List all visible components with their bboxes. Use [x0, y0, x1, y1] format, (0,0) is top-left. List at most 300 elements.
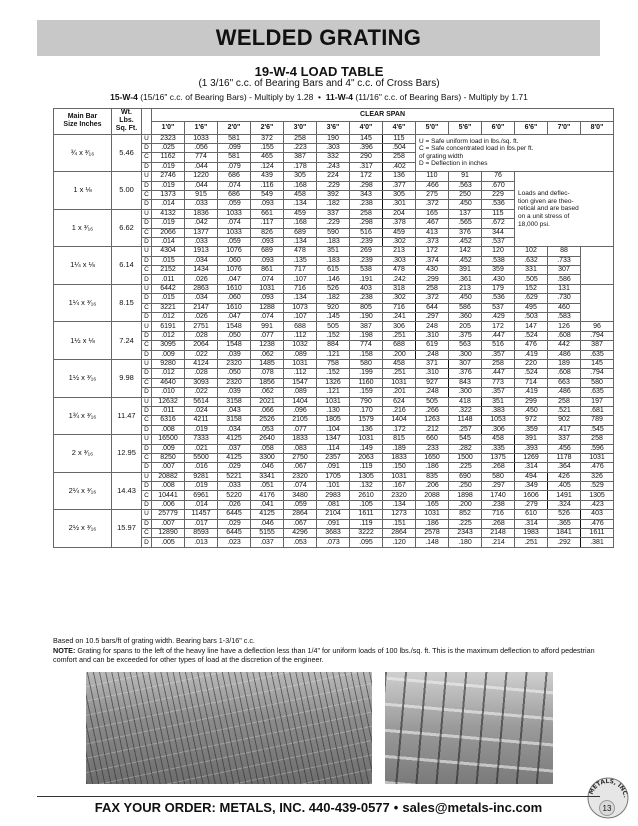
- load-value: .349: [515, 482, 548, 491]
- load-value: .074: [251, 313, 284, 322]
- bar-size: 1 x ³⁄₁₆: [54, 209, 112, 247]
- main-bar-label: Main Bar: [67, 113, 98, 121]
- load-value: 516: [482, 341, 515, 350]
- load-value: 4296: [284, 529, 317, 538]
- load-value: .009: [152, 444, 185, 453]
- load-type-label: C: [142, 303, 152, 312]
- empty-cell: [581, 284, 614, 322]
- bar-size: 1¼ x ⅛: [54, 247, 112, 285]
- load-value: .017: [185, 519, 218, 528]
- load-value: 179: [482, 284, 515, 293]
- load-value: 915: [185, 190, 218, 199]
- bar-weight: 6.14: [112, 247, 142, 285]
- load-value: .200: [449, 500, 482, 509]
- load-value: .505: [515, 275, 548, 284]
- load-value: 413: [416, 228, 449, 237]
- load-value: .029: [218, 463, 251, 472]
- bar-weight: 5.46: [112, 134, 142, 172]
- load-value: 1983: [515, 529, 548, 538]
- load-value: 774: [185, 153, 218, 162]
- load-type-label: D: [142, 425, 152, 434]
- load-value: .396: [350, 144, 383, 153]
- load-value: .251: [383, 369, 416, 378]
- load-value: .733: [548, 256, 581, 265]
- load-value: .268: [482, 519, 515, 528]
- load-value: .152: [317, 331, 350, 340]
- span-header: 4'0": [350, 121, 383, 134]
- load-value: .028: [185, 369, 218, 378]
- load-value: .376: [449, 369, 482, 378]
- load-type-label: C: [142, 529, 152, 538]
- load-value: 3683: [317, 529, 350, 538]
- load-value: 1805: [317, 416, 350, 425]
- span-header: 6'0": [482, 121, 515, 134]
- load-value: 505: [317, 322, 350, 331]
- load-value: 387: [350, 322, 383, 331]
- load-value: .112: [284, 331, 317, 340]
- load-value: .019: [152, 162, 185, 171]
- load-value: .041: [251, 500, 284, 509]
- load-value: .242: [383, 275, 416, 284]
- load-value: 391: [449, 266, 482, 275]
- load-value: .282: [449, 444, 482, 453]
- load-value: .116: [251, 181, 284, 190]
- load-value: 538: [350, 266, 383, 275]
- load-value: .074: [218, 219, 251, 228]
- load-type-label: D: [142, 500, 152, 509]
- load-value: .529: [581, 482, 614, 491]
- load-value: .359: [515, 425, 548, 434]
- load-value: 2863: [185, 284, 218, 293]
- load-value: .476: [581, 463, 614, 472]
- load-value: 2148: [482, 529, 515, 538]
- load-value: .357: [482, 350, 515, 359]
- load-value: .322: [449, 406, 482, 415]
- load-value: .538: [482, 256, 515, 265]
- load-value: .016: [185, 463, 218, 472]
- load-value: .248: [416, 388, 449, 397]
- load-value: .121: [317, 350, 350, 359]
- load-value: 689: [284, 228, 317, 237]
- legend-cell: [416, 134, 614, 172]
- load-type-label: U: [142, 472, 152, 481]
- footer-bar: [37, 796, 600, 818]
- load-value: 1913: [185, 247, 218, 256]
- load-value: 213: [383, 247, 416, 256]
- load-type-label: D: [142, 181, 152, 190]
- load-value: 1404: [383, 416, 416, 425]
- load-value: 275: [416, 190, 449, 199]
- bar-weight: 12.95: [112, 435, 142, 473]
- load-value: 1073: [284, 303, 317, 312]
- load-value: 1305: [350, 472, 383, 481]
- load-value: .158: [350, 350, 383, 359]
- load-value: 2610: [350, 491, 383, 500]
- load-value: 459: [383, 228, 416, 237]
- load-value: .191: [350, 275, 383, 284]
- load-value: .430: [482, 275, 515, 284]
- load-value: 343: [350, 190, 383, 199]
- load-value: 835: [416, 472, 449, 481]
- load-value: 505: [416, 397, 449, 406]
- load-value: 644: [416, 303, 449, 312]
- load-value: 110: [416, 172, 449, 181]
- load-value: .251: [515, 538, 548, 547]
- load-value: 815: [383, 435, 416, 444]
- load-value: 688: [383, 341, 416, 350]
- bar-size: ¾ x ³⁄₁₆: [54, 134, 112, 172]
- deflection-line: 18,000 psi.: [518, 220, 550, 228]
- multiplier-b-text: (11/16" c.c. of Bearing Bars) - Multiply by 1.71: [355, 92, 528, 102]
- load-value: .377: [383, 181, 416, 190]
- load-value: 391: [515, 435, 548, 444]
- load-value: .364: [548, 463, 581, 472]
- load-value: 2147: [185, 303, 218, 312]
- load-value: 826: [251, 228, 284, 237]
- load-value: .121: [317, 388, 350, 397]
- load-value: .037: [218, 444, 251, 453]
- load-value: .302: [383, 237, 416, 246]
- load-value: .022: [185, 350, 218, 359]
- load-value: .241: [383, 313, 416, 322]
- basis-note: Based on 10.5 bars/ft of grating width. Bearing bars 1-3/16" c.c.: [53, 636, 255, 645]
- load-value: 305: [284, 172, 317, 181]
- load-value: 430: [416, 266, 449, 275]
- load-value: .023: [218, 538, 251, 547]
- load-value: .066: [251, 406, 284, 415]
- load-value: 147: [515, 322, 548, 331]
- load-value: 1740: [482, 491, 515, 500]
- load-value: .450: [449, 200, 482, 209]
- load-value: .730: [548, 294, 581, 303]
- load-value: .091: [317, 463, 350, 472]
- load-value: .476: [581, 519, 614, 528]
- table-row: [54, 472, 614, 481]
- load-value: 1856: [251, 378, 284, 387]
- load-type-label: C: [142, 153, 152, 162]
- load-type-label: D: [142, 444, 152, 453]
- load-value: 137: [449, 209, 482, 218]
- load-value: .013: [185, 538, 218, 547]
- load-value: 258: [350, 209, 383, 218]
- load-value: 478: [284, 247, 317, 256]
- load-value: 843: [449, 378, 482, 387]
- load-value: 494: [515, 472, 548, 481]
- load-value: 165: [416, 209, 449, 218]
- load-value: .299: [416, 275, 449, 284]
- load-value: .298: [350, 181, 383, 190]
- load-value: .019: [152, 181, 185, 190]
- page-title: WELDED GRATING: [215, 25, 422, 50]
- span-header: 1'6": [185, 121, 218, 134]
- load-value: .239: [350, 237, 383, 246]
- load-value: .372: [416, 294, 449, 303]
- load-value: .238: [350, 200, 383, 209]
- bar-weight: 9.98: [112, 359, 142, 397]
- load-value: .300: [449, 350, 482, 359]
- load-value: 4176: [251, 491, 284, 500]
- load-type-label: D: [142, 463, 152, 472]
- load-value: 458: [383, 359, 416, 368]
- load-value: .119: [350, 519, 383, 528]
- load-value: 586: [449, 303, 482, 312]
- load-value: 1033: [185, 134, 218, 143]
- load-value: 2526: [251, 416, 284, 425]
- load-value: 690: [449, 472, 482, 481]
- load-value: 392: [317, 190, 350, 199]
- span-header: 2'6": [251, 121, 284, 134]
- load-value: .059: [218, 237, 251, 246]
- load-value: 526: [317, 284, 350, 293]
- load-value: 403: [350, 284, 383, 293]
- load-value: .073: [317, 538, 350, 547]
- load-value: .134: [284, 237, 317, 246]
- load-value: 142: [449, 247, 482, 256]
- load-value: 1238: [251, 341, 284, 350]
- load-value: 2323: [152, 134, 185, 143]
- load-value: 305: [383, 190, 416, 199]
- load-value: .168: [284, 219, 317, 228]
- load-value: 197: [581, 397, 614, 406]
- load-value: 189: [548, 359, 581, 368]
- load-value: 205: [449, 322, 482, 331]
- span-header: 2'0": [218, 121, 251, 134]
- load-value: .608: [548, 331, 581, 340]
- load-value: .025: [152, 144, 185, 153]
- load-value: 4125: [218, 435, 251, 444]
- load-value: 2746: [152, 172, 185, 181]
- load-value: 115: [482, 209, 515, 218]
- load-value: .149: [350, 444, 383, 453]
- load-type-label: U: [142, 209, 152, 218]
- load-value: .419: [515, 350, 548, 359]
- load-value: 972: [515, 416, 548, 425]
- load-value: 476: [515, 341, 548, 350]
- load-value: 6445: [218, 529, 251, 538]
- load-value: .361: [449, 275, 482, 284]
- load-value: .565: [449, 219, 482, 228]
- load-value: .417: [548, 425, 581, 434]
- load-value: 131: [548, 284, 581, 293]
- load-value: 1288: [251, 303, 284, 312]
- load-type-label: D: [142, 482, 152, 491]
- load-value: 11457: [185, 510, 218, 519]
- load-value: 619: [416, 341, 449, 350]
- load-value: 1031: [317, 397, 350, 406]
- load-value: 458: [482, 435, 515, 444]
- load-value: .015: [152, 294, 185, 303]
- load-value: 1263: [416, 416, 449, 425]
- load-value: 624: [383, 397, 416, 406]
- load-value: .062: [251, 388, 284, 397]
- load-value: .046: [251, 519, 284, 528]
- load-value: .317: [350, 162, 383, 171]
- load-value: .050: [218, 369, 251, 378]
- load-value: 96: [581, 322, 614, 331]
- load-value: .047: [218, 275, 251, 284]
- load-value: .200: [383, 350, 416, 359]
- load-value: .170: [350, 406, 383, 415]
- load-value: .402: [383, 162, 416, 171]
- load-value: .223: [284, 144, 317, 153]
- load-value: .152: [317, 369, 350, 378]
- load-value: 1076: [218, 266, 251, 275]
- load-value: .095: [350, 538, 383, 547]
- note-label: NOTE:: [53, 646, 76, 655]
- load-value: 660: [416, 435, 449, 444]
- load-value: 2105: [284, 416, 317, 425]
- load-value: 258: [383, 153, 416, 162]
- load-type-label: D: [142, 369, 152, 378]
- load-value: 1611: [350, 510, 383, 519]
- load-value: .297: [482, 482, 515, 491]
- load-value: .302: [383, 294, 416, 303]
- load-value: .167: [383, 482, 416, 491]
- load-value: .537: [482, 237, 515, 246]
- load-value: .239: [350, 256, 383, 265]
- deflection-notes-cell: [515, 172, 614, 247]
- empty-cell: [581, 247, 614, 285]
- load-value: .014: [152, 237, 185, 246]
- load-value: .062: [251, 350, 284, 359]
- load-value: 884: [317, 341, 350, 350]
- load-type-label: D: [142, 331, 152, 340]
- load-value: .486: [548, 350, 581, 359]
- load-value: 991: [251, 322, 284, 331]
- load-value: 686: [218, 172, 251, 181]
- load-value: .524: [515, 331, 548, 340]
- load-value: .043: [218, 406, 251, 415]
- load-value: 6316: [152, 416, 185, 425]
- load-value: 1273: [383, 510, 416, 519]
- load-value: 7333: [185, 435, 218, 444]
- load-value: 351: [482, 397, 515, 406]
- load-value: .074: [251, 275, 284, 284]
- load-value: 213: [449, 284, 482, 293]
- load-value: 332: [317, 153, 350, 162]
- page-number: 13: [599, 800, 615, 816]
- load-value: .466: [416, 181, 449, 190]
- load-value: .238: [482, 500, 515, 509]
- table-row: [54, 510, 614, 519]
- load-value: 549: [251, 190, 284, 199]
- bar-size: 2 x ³⁄₁₆: [54, 435, 112, 473]
- load-value: 371: [416, 359, 449, 368]
- load-value: .672: [482, 219, 515, 228]
- load-value: .251: [383, 331, 416, 340]
- load-value: .019: [152, 219, 185, 228]
- load-value: .130: [317, 406, 350, 415]
- load-value: .266: [416, 406, 449, 415]
- load-value: 145: [350, 134, 383, 143]
- load-value: .059: [284, 500, 317, 509]
- load-value: .238: [350, 294, 383, 303]
- deflection-line: Loads and deflec-: [518, 190, 570, 198]
- load-value: .405: [548, 482, 581, 491]
- load-value: 580: [581, 378, 614, 387]
- load-value: .120: [383, 538, 416, 547]
- load-value: .393: [515, 444, 548, 453]
- load-value: .039: [218, 350, 251, 359]
- clear-span-header: CLEAR SPAN: [152, 109, 614, 122]
- load-type-label: U: [142, 134, 152, 143]
- load-value: .214: [482, 538, 515, 547]
- deflection-line: tion given are theo-: [518, 197, 574, 205]
- load-type-label: D: [142, 519, 152, 528]
- load-value: .011: [152, 275, 185, 284]
- load-value: 1269: [515, 453, 548, 462]
- load-value: 4304: [152, 247, 185, 256]
- bar-size: 1½ x ⅛: [54, 322, 112, 360]
- load-value: 3158: [218, 397, 251, 406]
- load-value: .136: [350, 425, 383, 434]
- load-value: .225: [449, 463, 482, 472]
- load-value: .058: [251, 444, 284, 453]
- load-value: .183: [317, 237, 350, 246]
- load-value: 615: [317, 266, 350, 275]
- load-value: 9280: [152, 359, 185, 368]
- load-value: .033: [185, 200, 218, 209]
- load-value: .105: [350, 500, 383, 509]
- load-value: .145: [317, 313, 350, 322]
- load-value: 439: [251, 172, 284, 181]
- email-link[interactable]: sales@metals-inc.com: [402, 800, 543, 815]
- ud-header: [142, 109, 152, 135]
- load-value: .037: [251, 538, 284, 547]
- load-value: 372: [251, 134, 284, 143]
- load-value: .089: [284, 350, 317, 359]
- load-type-label: D: [142, 313, 152, 322]
- load-value: 115: [383, 134, 416, 143]
- load-value: .180: [449, 538, 482, 547]
- load-value: 688: [284, 322, 317, 331]
- load-value: .112: [284, 369, 317, 378]
- load-value: .135: [284, 256, 317, 265]
- load-value: .053: [251, 425, 284, 434]
- load-value: .044: [185, 181, 218, 190]
- load-value: 1031: [284, 359, 317, 368]
- load-value: .093: [251, 256, 284, 265]
- load-value: 326: [581, 472, 614, 481]
- load-value: .521: [548, 406, 581, 415]
- load-value: 2320: [383, 491, 416, 500]
- load-value: 459: [284, 209, 317, 218]
- load-value: 224: [317, 172, 350, 181]
- load-value: 580: [482, 472, 515, 481]
- legend-line: of grating width: [419, 152, 464, 160]
- load-value: .248: [416, 350, 449, 359]
- load-value: 716: [284, 284, 317, 293]
- load-value: .178: [284, 162, 317, 171]
- load-value: .182: [317, 294, 350, 303]
- load-value: .681: [581, 406, 614, 415]
- load-value: 337: [317, 209, 350, 218]
- load-value: .467: [416, 219, 449, 228]
- load-value: .034: [185, 256, 218, 265]
- load-type-label: D: [142, 237, 152, 246]
- load-value: 580: [350, 359, 383, 368]
- load-value: .383: [482, 406, 515, 415]
- load-value: .372: [416, 200, 449, 209]
- load-value: 1220: [185, 172, 218, 181]
- load-value: .005: [152, 538, 185, 547]
- load-type-label: C: [142, 341, 152, 350]
- load-value: 2578: [416, 529, 449, 538]
- span-header: 1'0": [152, 121, 185, 134]
- bar-weight: 8.15: [112, 284, 142, 322]
- load-value: 1031: [383, 378, 416, 387]
- load-value: 359: [482, 266, 515, 275]
